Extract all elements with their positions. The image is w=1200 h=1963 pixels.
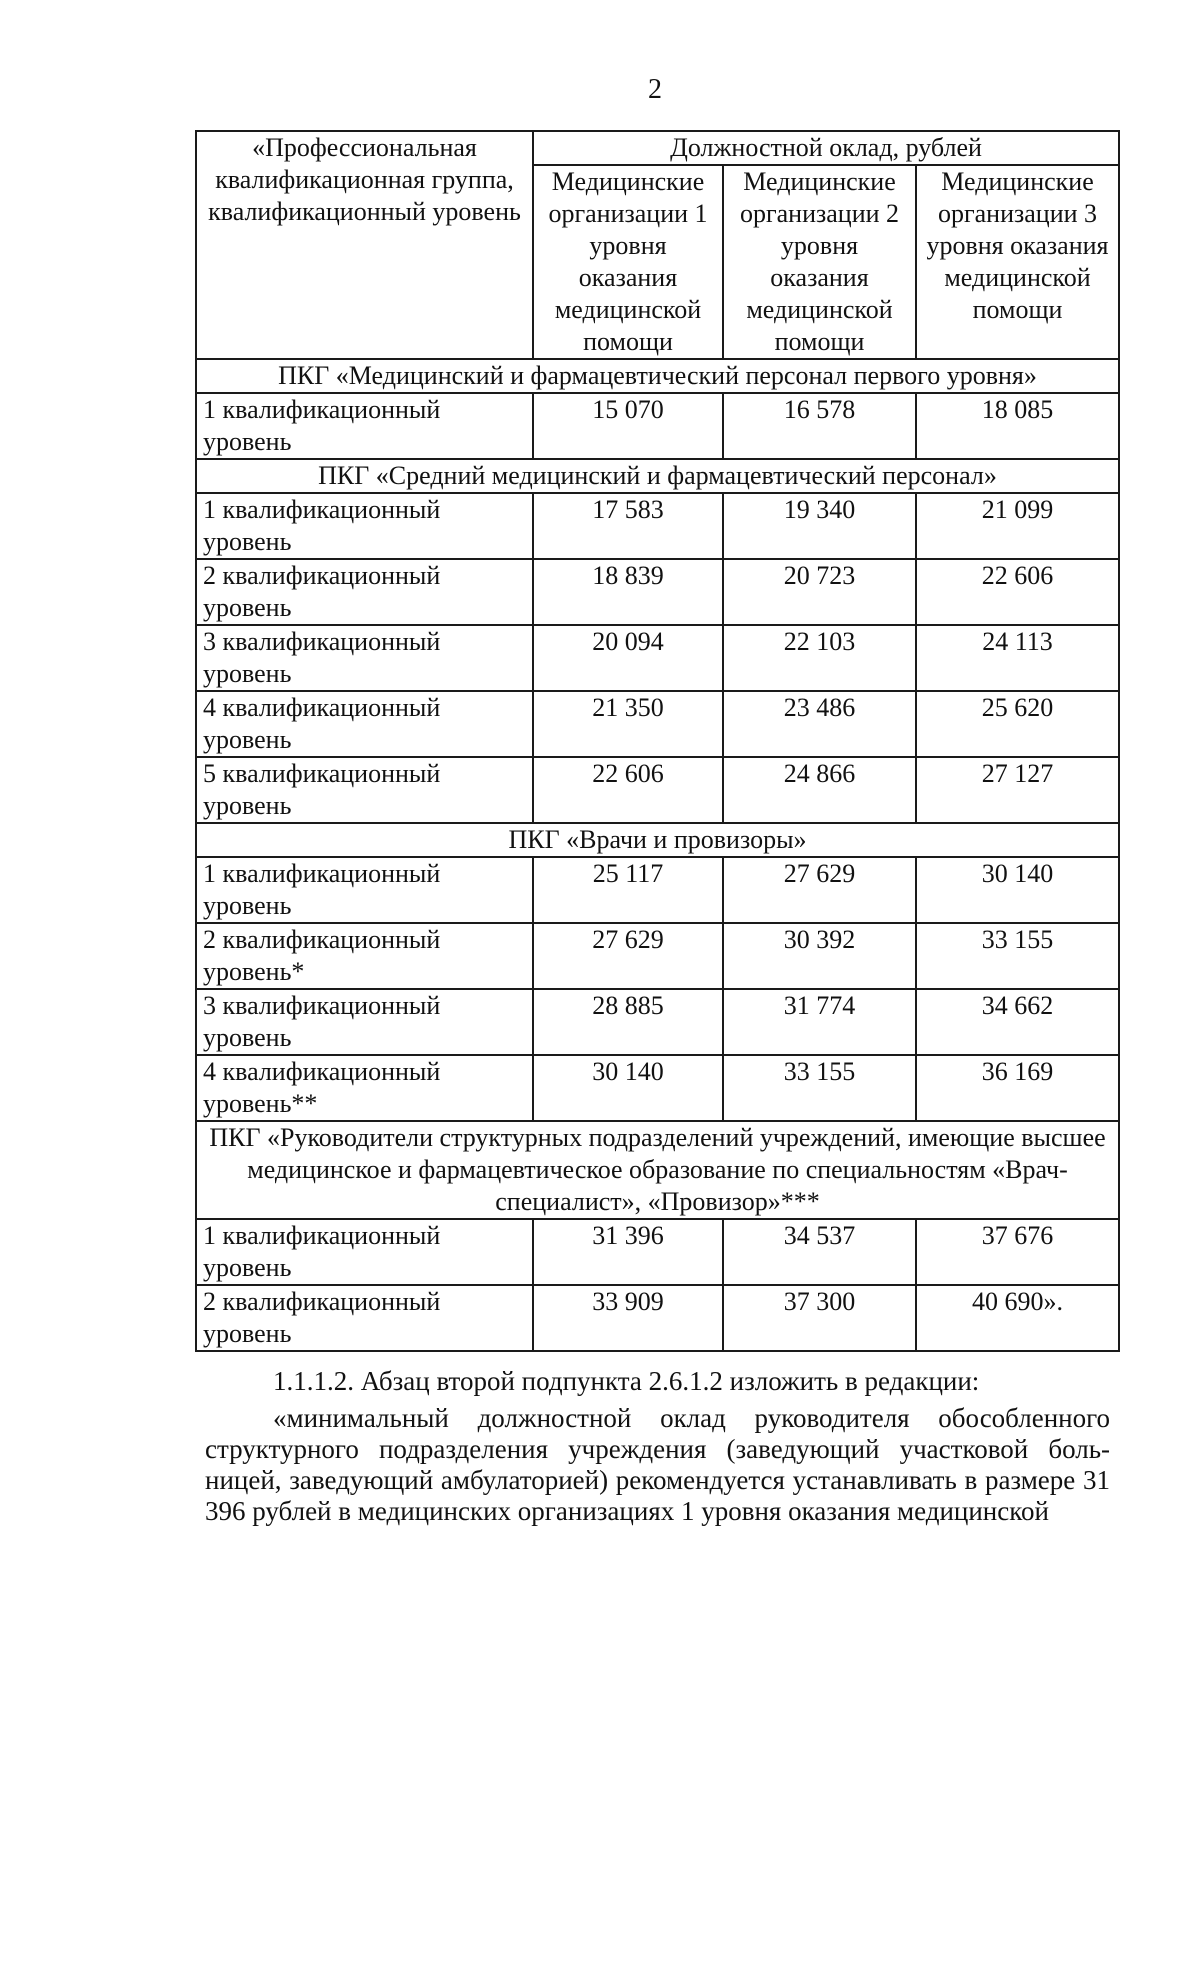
header-first-column: «Профессиональная квалификационная группа, квалификационный уровень bbox=[196, 131, 533, 359]
value-level-1-cell: 33 909 bbox=[533, 1285, 723, 1351]
value-level-3-cell: 36 169 bbox=[916, 1055, 1119, 1121]
value-level-2-cell: 22 103 bbox=[723, 625, 916, 691]
table-header-row bbox=[196, 131, 1119, 165]
header-level-1: Медицинские организации 1 уровня оказания медицинской помощи bbox=[533, 165, 723, 359]
group-title: ПКГ «Врачи и провизоры» bbox=[196, 823, 1119, 857]
group-row bbox=[196, 459, 1119, 493]
group-row bbox=[196, 823, 1119, 857]
header-level-2: Медицинские организации 2 уровня оказания медицинской помощи bbox=[723, 165, 916, 359]
value-level-2-cell: 34 537 bbox=[723, 1219, 916, 1285]
group-title: ПКГ «Руководители структурных подразделений учреждений, имеющие высшее медицинское и фармацевтическое образование по специальностям «Врач-специалист», «Провизор»*** bbox=[196, 1121, 1119, 1219]
level-cell: 3 квалификационный уровень bbox=[196, 625, 533, 691]
value-level-1-cell: 20 094 bbox=[533, 625, 723, 691]
value-level-1-cell: 22 606 bbox=[533, 757, 723, 823]
table-row bbox=[196, 625, 1119, 691]
table-row bbox=[196, 1219, 1119, 1285]
value-level-3-cell: 40 690». bbox=[916, 1285, 1119, 1351]
value-level-3-cell: 30 140 bbox=[916, 857, 1119, 923]
table-row bbox=[196, 691, 1119, 757]
level-cell: 4 квалификационный уровень** bbox=[196, 1055, 533, 1121]
value-level-1-cell: 15 070 bbox=[533, 393, 723, 459]
paragraph-amendment: 1.1.1.2. Абзац второй подпункта 2.6.1.2 изложить в редакции: bbox=[273, 1366, 980, 1396]
value-level-3-cell: 18 085 bbox=[916, 393, 1119, 459]
level-cell: 1 квалификационный уровень bbox=[196, 493, 533, 559]
table-row bbox=[196, 989, 1119, 1055]
paragraph-quote: «минимальный должностной оклад руководителя обособленного структурного подразделения учреждения (заведующий участковой боль-ницей, заведующий амбулаторией) рекомендуется устанавливать в размере 31 396 рублей в медицинских организациях 1 уровня оказания медицинской bbox=[205, 1403, 1110, 1526]
group-row bbox=[196, 359, 1119, 393]
value-level-3-cell: 27 127 bbox=[916, 757, 1119, 823]
level-cell: 1 квалификационный уровень bbox=[196, 393, 533, 459]
group-title: ПКГ «Медицинский и фармацевтический персонал первого уровня» bbox=[196, 359, 1119, 393]
value-level-3-cell: 34 662 bbox=[916, 989, 1119, 1055]
value-level-2-cell: 23 486 bbox=[723, 691, 916, 757]
level-cell: 2 квалификационный уровень bbox=[196, 559, 533, 625]
table-row bbox=[196, 493, 1119, 559]
value-level-1-cell: 27 629 bbox=[533, 923, 723, 989]
level-cell: 3 квалификационный уровень bbox=[196, 989, 533, 1055]
value-level-1-cell: 17 583 bbox=[533, 493, 723, 559]
value-level-2-cell: 30 392 bbox=[723, 923, 916, 989]
value-level-2-cell: 24 866 bbox=[723, 757, 916, 823]
level-cell: 1 квалификационный уровень bbox=[196, 1219, 533, 1285]
level-cell: 1 квалификационный уровень bbox=[196, 857, 533, 923]
table-row bbox=[196, 1055, 1119, 1121]
header-level-3: Медицинские организации 3 уровня оказания медицинской помощи bbox=[916, 165, 1119, 359]
level-cell: 4 квалификационный уровень bbox=[196, 691, 533, 757]
value-level-1-cell: 28 885 bbox=[533, 989, 723, 1055]
value-level-2-cell: 37 300 bbox=[723, 1285, 916, 1351]
group-title: ПКГ «Средний медицинский и фармацевтический персонал» bbox=[196, 459, 1119, 493]
value-level-3-cell: 37 676 bbox=[916, 1219, 1119, 1285]
value-level-1-cell: 18 839 bbox=[533, 559, 723, 625]
value-level-1-cell: 25 117 bbox=[533, 857, 723, 923]
value-level-1-cell: 31 396 bbox=[533, 1219, 723, 1285]
value-level-3-cell: 24 113 bbox=[916, 625, 1119, 691]
level-cell: 5 квалификационный уровень bbox=[196, 757, 533, 823]
value-level-2-cell: 31 774 bbox=[723, 989, 916, 1055]
value-level-2-cell: 19 340 bbox=[723, 493, 916, 559]
value-level-3-cell: 21 099 bbox=[916, 493, 1119, 559]
value-level-3-cell: 22 606 bbox=[916, 559, 1119, 625]
table-row bbox=[196, 923, 1119, 989]
level-cell: 2 квалификационный уровень bbox=[196, 1285, 533, 1351]
value-level-3-cell: 25 620 bbox=[916, 691, 1119, 757]
group-row bbox=[196, 1121, 1119, 1219]
value-level-1-cell: 30 140 bbox=[533, 1055, 723, 1121]
header-salary: Должностной оклад, рублей bbox=[533, 131, 1119, 165]
value-level-2-cell: 27 629 bbox=[723, 857, 916, 923]
level-cell: 2 квалификационный уровень* bbox=[196, 923, 533, 989]
value-level-2-cell: 16 578 bbox=[723, 393, 916, 459]
value-level-3-cell: 33 155 bbox=[916, 923, 1119, 989]
table-row bbox=[196, 857, 1119, 923]
value-level-2-cell: 33 155 bbox=[723, 1055, 916, 1121]
table-row bbox=[196, 1285, 1119, 1351]
value-level-1-cell: 21 350 bbox=[533, 691, 723, 757]
salary-table-body bbox=[196, 131, 1119, 1351]
table-row bbox=[196, 393, 1119, 459]
table-row bbox=[196, 757, 1119, 823]
table-row bbox=[196, 559, 1119, 625]
salary-table bbox=[195, 130, 1120, 1352]
page-number: 2 bbox=[648, 74, 662, 105]
value-level-2-cell: 20 723 bbox=[723, 559, 916, 625]
